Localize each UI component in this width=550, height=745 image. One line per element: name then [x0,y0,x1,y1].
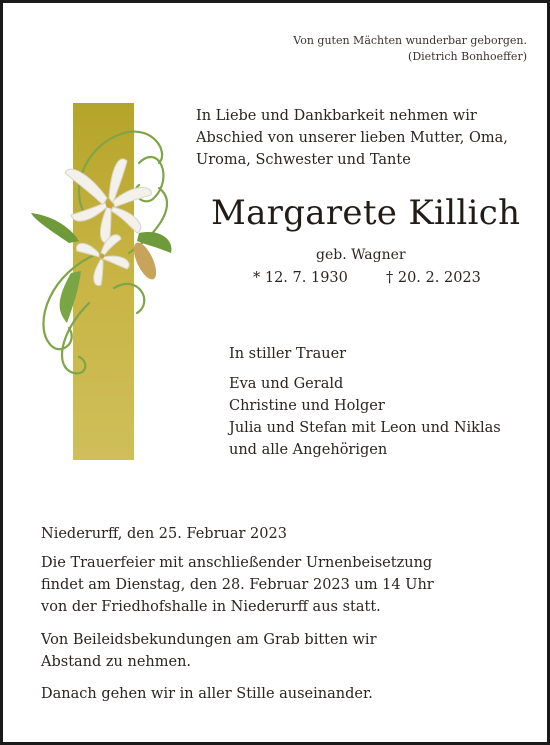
condolence-note [41,629,377,673]
intro-line: In Liebe und Dankbarkeit nehmen wir [196,108,477,124]
ceremony-line: von der Friedhofshalle in Niederurff aus statt. [41,599,381,615]
intro-text [196,105,508,171]
lily-flower-icon [29,103,179,463]
closing-line: Danach gehen wir in aller Stille auseinander. [41,686,373,702]
death-date: † 20. 2. 2023 [386,270,481,286]
mourners-list [229,373,501,461]
place-date: Niederurff, den 25. Februar 2023 [41,526,287,542]
intro-line: Uroma, Schwester und Tante [196,152,411,168]
deceased-name: Margarete Killich [211,193,521,233]
motto-quote [293,33,527,65]
mourner-name: Julia und Stefan mit Leon und Niklas [229,420,501,436]
condolence-line: Von Beileidsbekundungen am Grab bitten wir [41,632,377,648]
condolence-line: Abstand zu nehmen. [41,654,192,670]
intro-line: Abschied von unserer lieben Mutter, Oma, [196,130,508,146]
mourner-name: Eva und Gerald [229,376,344,392]
mourning-heading: In stiller Trauer [229,346,347,362]
birth-name: geb. Wagner [316,247,406,263]
decorative-bar [73,103,134,460]
motto-line: Von guten Mächten wunderbar geborgen. [293,34,527,47]
birth-date: * 12. 7. 1930 [253,270,348,286]
motto-author: (Dietrich Bonhoeffer) [408,50,527,63]
ceremony-line: Die Trauerfeier mit anschließender Urnenbeisetzung [41,555,433,571]
ceremony-info [41,552,434,618]
ceremony-line: findet am Dienstag, den 28. Februar 2023 um 14 Uhr [41,577,434,593]
mourner-name: Christine und Holger [229,398,385,414]
mourner-name: und alle Angehörigen [229,442,388,458]
